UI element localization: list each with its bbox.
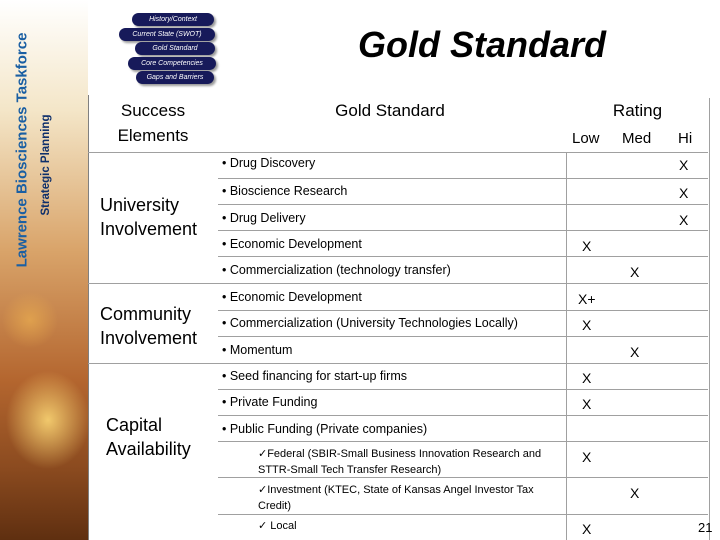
- rating-mark-med: X: [630, 344, 640, 360]
- sidebar-decoration: [0, 0, 88, 540]
- row-rule: [218, 204, 708, 205]
- rating-mark-low: X: [582, 317, 592, 333]
- row-rule: [218, 415, 708, 416]
- taskforce-title: Lawrence Biosciences Taskforce: [13, 32, 31, 268]
- strategic-planning-label: Strategic Planning: [40, 114, 52, 216]
- header-rating-low: Low: [572, 130, 600, 147]
- nav-gold-standard[interactable]: Gold Standard: [135, 42, 215, 55]
- page-title: Gold Standard: [358, 24, 607, 65]
- rating-mark-hi: X: [679, 212, 689, 228]
- gold-standard-item: • Commercialization (University Technologies Locally): [222, 316, 518, 330]
- rating-mark-low: X: [582, 370, 592, 386]
- rating-mark-low: X: [582, 449, 592, 465]
- gold-standard-item: • Bioscience Research: [222, 184, 348, 198]
- section-rule: [88, 363, 708, 364]
- gold-standard-subitem: ✓ Local: [258, 520, 297, 532]
- table-right-border: [709, 98, 710, 540]
- gold-standard-item: • Seed financing for start-up firms: [222, 369, 408, 383]
- rating-mark-low: X: [582, 238, 592, 254]
- rating-mark-low: X: [582, 521, 592, 537]
- row-rule: [218, 514, 708, 515]
- gold-standard-item: • Drug Discovery: [222, 156, 316, 170]
- row-rule: [218, 230, 708, 231]
- gold-standard-item: • Economic Development: [222, 290, 362, 304]
- rating-mark-med: X: [630, 485, 640, 501]
- header-rating-hi: Hi: [678, 130, 693, 147]
- sidebar-divider: [88, 95, 89, 540]
- section-rule: [88, 283, 708, 284]
- category-community-involvement: Community Involvement: [100, 304, 198, 348]
- rating-mark-low: X+: [578, 291, 596, 307]
- category-capital-availability: Capital Availability: [106, 415, 191, 459]
- row-rule: [218, 441, 708, 442]
- rating-mark-med: X: [630, 264, 640, 280]
- row-rule: [218, 310, 708, 311]
- gold-standard-subitem: ✓Investment (KTEC, State of Kansas Angel Investor Tax Credit): [258, 484, 534, 512]
- rating-column-divider: [566, 152, 567, 540]
- nav-current-state[interactable]: Current State (SWOT): [119, 28, 215, 41]
- gold-standard-item: • Private Funding: [222, 395, 318, 409]
- header-gold-standard: Gold Standard: [335, 101, 445, 120]
- nav-core-competencies[interactable]: Core Competencies: [128, 57, 216, 70]
- gold-standard-item: • Commercialization (technology transfer): [222, 263, 451, 277]
- gold-standard-subitem: ✓Federal (SBIR-Small Business Innovation Research and STTR-Small Tech Transfer Research): [258, 448, 542, 476]
- gold-standard-item: • Economic Development: [222, 237, 362, 251]
- row-rule: [218, 256, 708, 257]
- gold-standard-item: • Momentum: [222, 343, 293, 357]
- gold-standard-item: • Drug Delivery: [222, 211, 306, 225]
- nav-history-context[interactable]: History/Context: [132, 13, 214, 26]
- page-number: 21: [698, 520, 713, 535]
- rating-mark-hi: X: [679, 185, 689, 201]
- row-rule: [218, 389, 708, 390]
- header-rating: Rating: [612, 101, 663, 120]
- header-success-elements: Success Elements: [117, 101, 189, 145]
- gold-standard-item: • Public Funding (Private companies): [222, 422, 428, 436]
- nav-gaps-barriers[interactable]: Gaps and Barriers: [136, 71, 214, 84]
- header-rating-med: Med: [622, 130, 652, 147]
- rating-mark-hi: X: [679, 157, 689, 173]
- row-rule: [218, 336, 708, 337]
- category-university-involvement: University Involvement: [100, 195, 198, 239]
- rating-mark-low: X: [582, 396, 592, 412]
- row-rule: [218, 178, 708, 179]
- header-rule: [88, 152, 708, 153]
